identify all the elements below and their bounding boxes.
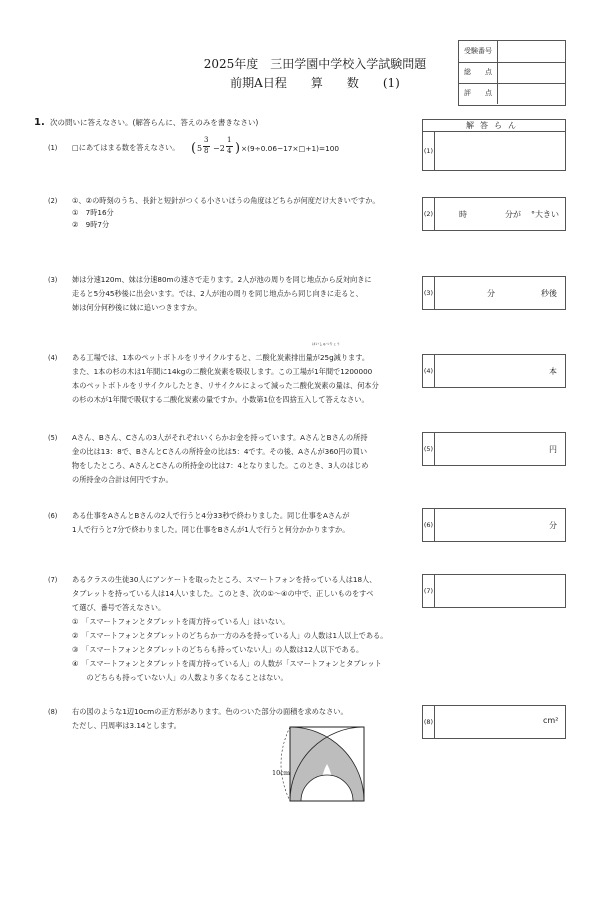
question-line: タブレットを持っている人は14人いました。このとき、次の①～④の中で、正しいものをすべ: [72, 589, 374, 598]
question-number: (1): [48, 144, 58, 152]
question-line: ③ 「スマートフォンとタブレットのどちらも持っていない人」の人数は12人以下である。: [72, 645, 364, 654]
answer-box[interactable]: (7): [422, 574, 566, 608]
question-number: (6): [48, 512, 58, 520]
question-line: 姉は分速120m、妹は分速80mの速さで走ります。2人が池の周りを同じ地点から反対向きに: [72, 275, 372, 284]
grade-label: 評 点: [459, 83, 498, 104]
score-box: [458, 40, 566, 106]
question-number: (4): [48, 354, 58, 362]
question-number: (3): [48, 276, 58, 284]
question-line: 走ると5分45秒後に出会います。では、2人が池の周りを同じ地点から同じ向きに走ると、: [72, 289, 363, 298]
question-line: ① 「スマートフォンとタブレットを両方持っている人」はいない。: [72, 617, 290, 626]
total-score-row: [459, 62, 565, 84]
answer-box[interactable]: (3) 分 秒後: [422, 276, 566, 310]
figure-side-label: 10cm: [272, 769, 291, 777]
question-number: (2): [48, 197, 58, 205]
question-line: また、1本の杉の木は1年間に14kgの二酸化炭素を吸収します。この工場が1年間で1200000: [72, 367, 373, 376]
question-text: □にあてはまる数を答えなさい。: [72, 143, 180, 152]
question-line: ①、②の時刻のうち、長針と短針がつくる小さいほうの角度はどちらが何度だけ大きいですか。: [72, 196, 380, 205]
question-line: あるクラスの生徒30人にアンケートを取ったところ、スマートフォンを持っている人は18人、: [72, 575, 377, 584]
answer-box[interactable]: (5) 円: [422, 432, 566, 466]
question-line: ① 7時16分: [72, 208, 114, 217]
exam-number-label: 受験番号: [459, 41, 498, 62]
question-line: の杉の木が1年間で吸収する二酸化炭素の量ですか。小数第1位を四捨五入して答えなさい。: [72, 395, 369, 404]
question-line: 右の図のような1辺10cmの正方形があります。色のついた部分の面積を求めなさい。: [72, 707, 348, 716]
exam-subtitle: 前期A日程 算 数 (1): [230, 76, 400, 90]
question-number: (7): [48, 576, 58, 584]
question-line: の所持金の合計は何円ですか。: [72, 475, 173, 484]
answer-box[interactable]: (6) 分: [422, 508, 566, 542]
answer-column-header: 解答らん: [422, 119, 566, 132]
question-line: 物をしたところ、AさんとCさんの所持金の比は7：4となりました。このとき、3人のはじめ: [72, 461, 369, 470]
answer-box[interactable]: (1): [422, 131, 566, 171]
question-line: 1人で行うと7分で終わりました。同じ仕事をBさんが1人で行うと何分かかりますか。: [72, 525, 350, 534]
question-line: て選び、番号で答えなさい。: [72, 603, 166, 612]
question-number: (5): [48, 434, 58, 442]
section-instruction: 次の問いに答えなさい。(解答らんに、答えのみを書きなさい): [50, 118, 259, 127]
question-line: Aさん、Bさん、Cさんの3人がそれぞれいくらかお金を持っています。AさんとBさんの所持: [72, 433, 368, 442]
answer-box[interactable]: (8) cm²: [422, 705, 566, 739]
question-line: のどちらも持っていない人」の人数より多くなることはない。: [72, 673, 288, 682]
question-line: ② 「スマートフォンとタブレットのどちらか一方のみを持っている人」の人数は1人以上である。: [72, 631, 388, 640]
question-line: ② 9時7分: [72, 220, 110, 229]
question-line: 姉は何分何秒後に妹に追いつきますか。: [72, 303, 202, 312]
question-line: ただし、円周率は3.14とします。: [72, 721, 181, 730]
answer-box[interactable]: (2) 時 分が °大きい: [422, 197, 566, 231]
answer-box[interactable]: (4) 本: [422, 354, 566, 388]
exam-number-row: [459, 41, 565, 63]
question-line: ④ 「スマートフォンとタブレットを両方持っている人」の人数が「スマートフォンとタブレット: [72, 659, 382, 668]
question-number: (8): [48, 708, 58, 716]
ruby-text: はいしゅつりょう: [312, 342, 340, 346]
question-line: ある仕事をAさんとBさんの2人で行うと4分33秒で終わりました。同じ仕事をAさんが: [72, 511, 350, 520]
grade-row: [459, 83, 565, 104]
question-line: 金の比は13：8で、BさんとCさんの所持金の比は5：4です。その後、Aさんが360円の買い: [72, 447, 368, 456]
question-line: ある工場では、1本のペットボトルをリサイクルすると、二酸化炭素排出量が25g減ります。: [72, 353, 370, 362]
total-score-label: 総 点: [459, 62, 498, 83]
section-number: 1.: [34, 117, 45, 128]
exam-title: 2025年度 三田学園中学校入学試験問題: [203, 57, 427, 71]
question-line: 本のペットボトルをリサイクルしたとき、リサイクルによって減った二酸化炭素の量は、何本分: [72, 381, 379, 390]
